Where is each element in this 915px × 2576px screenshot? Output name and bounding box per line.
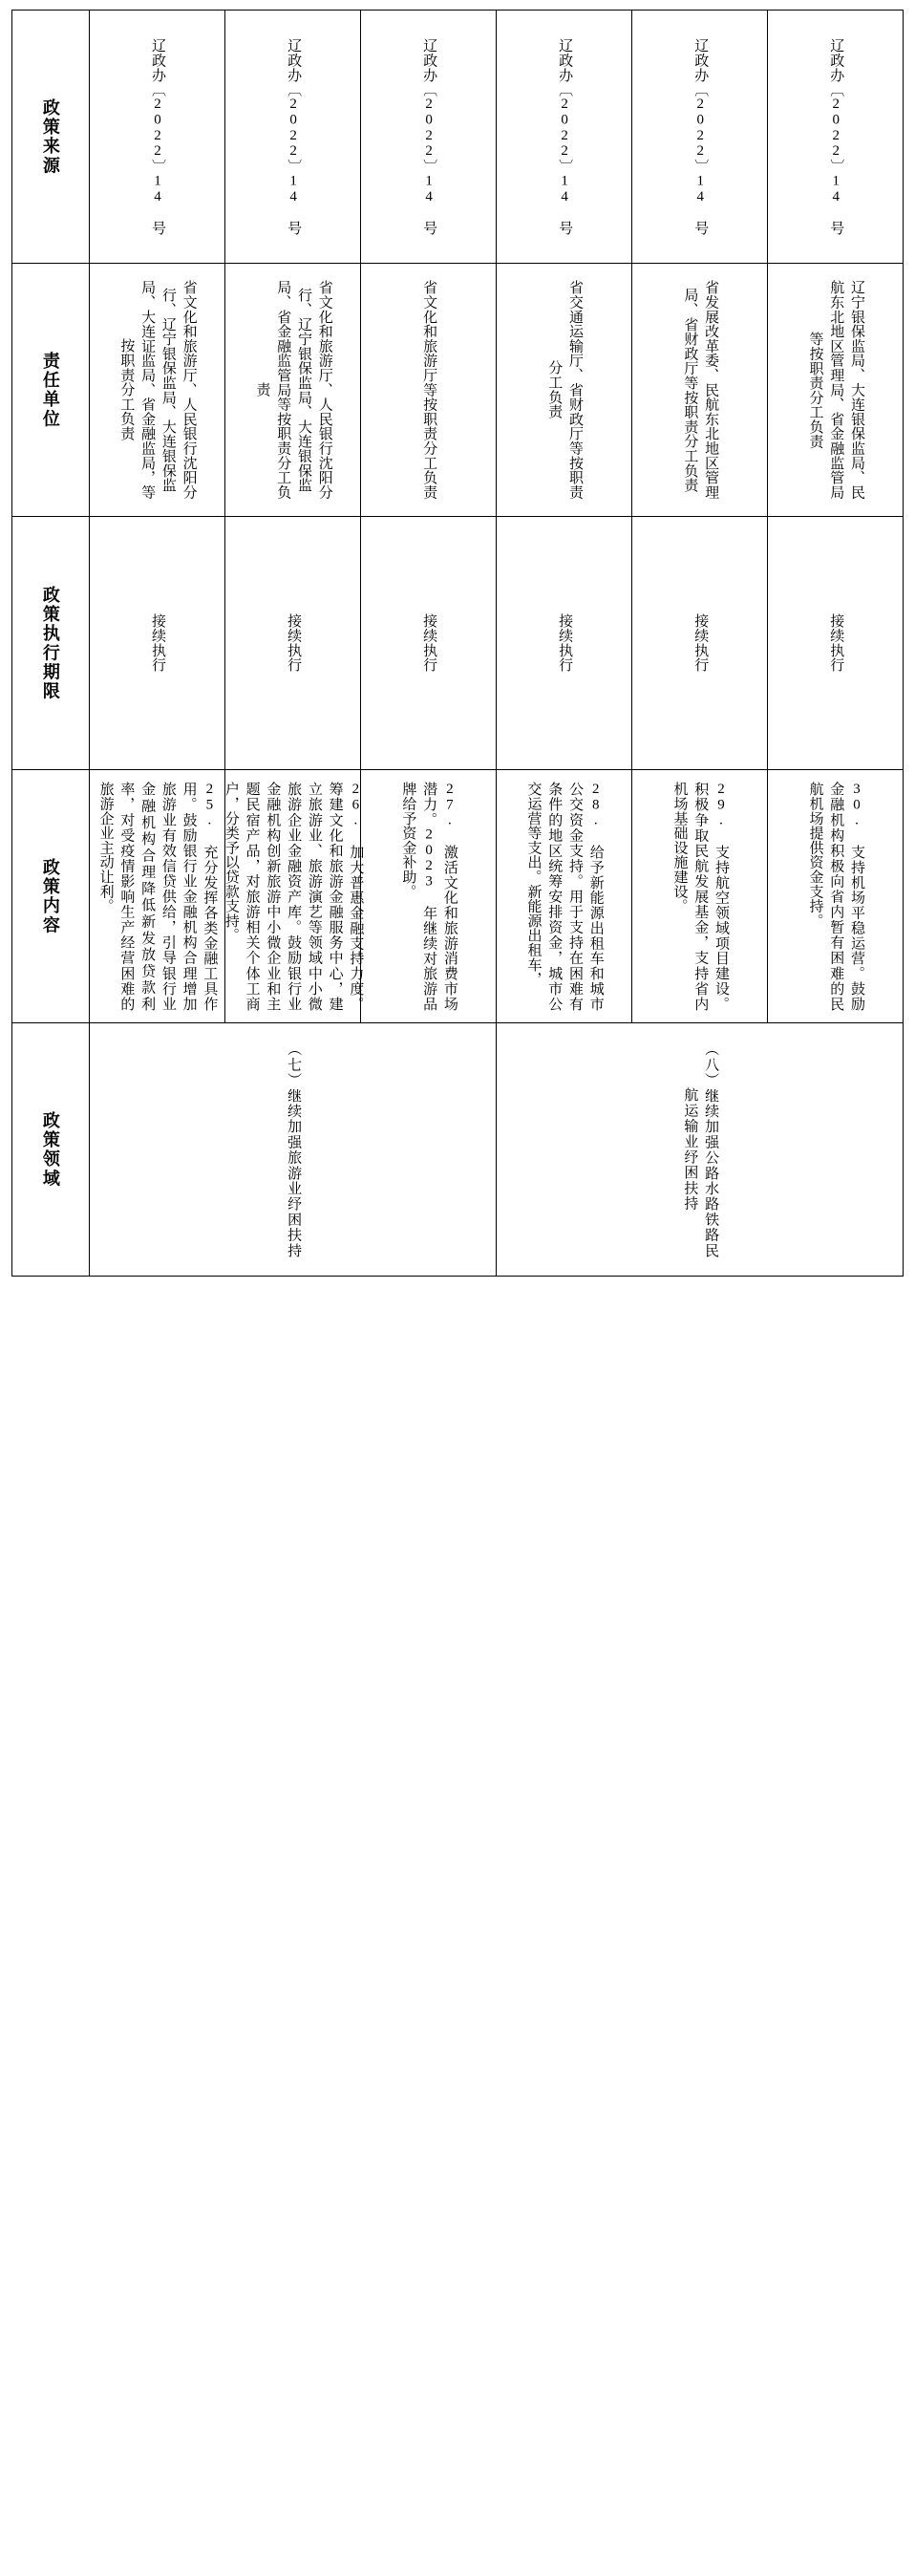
source-text: 辽政办〔2022〕14 号 <box>150 38 166 235</box>
cell-source-2 <box>224 11 360 264</box>
source-text: 辽政办〔2022〕14 号 <box>421 38 437 235</box>
source-text: 辽政办〔2022〕14 号 <box>828 38 844 235</box>
cell-term-3 <box>360 517 496 770</box>
source-text: 辽政办〔2022〕14 号 <box>692 38 709 235</box>
unit-text: 省文化和旅游厅、人民银行沈阳分行、辽宁银保监局、大连银保监局、省金融监管局等按职责分工负责 <box>254 280 332 500</box>
cell-term-4 <box>496 517 631 770</box>
unit-text: 省文化和旅游厅等按职责分工负责 <box>421 280 437 500</box>
header-source <box>12 11 90 264</box>
content-text: 30. 支持机场平稳运营。鼓励金融机构积极向省内暂有困难的民航机场提供资金支持。 <box>807 782 865 1011</box>
table-row <box>12 770 904 1023</box>
term-text: 接续执行 <box>421 613 437 673</box>
cell-unit-4 <box>496 264 631 517</box>
header-term <box>12 517 90 770</box>
cell-source-3 <box>360 11 496 264</box>
content-text: 28. 给予新能源出租车和城市公交资金支持。用于支持在困难有条件的地区统筹安排资金，城市公交运营等支出。新能源出租车， <box>525 782 604 1011</box>
source-text: 辽政办〔2022〕14 号 <box>557 38 573 235</box>
unit-text: 省文化和旅游厅、人民银行沈阳分行、辽宁银保监局、大连银保监局、大连证监局、省金融监局，等按职责分工负责 <box>118 280 197 500</box>
cell-content-5 <box>631 770 767 1023</box>
content-text: 29. 支持航空领域项目建设。积极争取民航发展基金，支持省内机场基础设施建设。 <box>671 782 729 1011</box>
source-text: 辽政办〔2022〕14 号 <box>286 38 302 235</box>
field-text: （八）继续加强公路水路铁路民航运输业纾困扶持 <box>682 1041 719 1258</box>
cell-content-2 <box>223 770 364 1023</box>
table-row <box>12 11 904 264</box>
header-source-label: 政策来源 <box>40 97 60 176</box>
table-row <box>12 264 904 517</box>
cell-unit-2 <box>224 264 360 517</box>
cell-term-1 <box>89 517 224 770</box>
cell-term-2 <box>224 517 360 770</box>
unit-text: 辽宁银保监局、大连银保监局、民航东北地区管理局、省金融监管局等按职责分工负责 <box>807 280 865 500</box>
content-text: 25. 充分发挥各类金融工具作用。鼓励银行业金融机构合理增加旅游业有效信贷供给，引导银行业金融机构合理降低新发放贷款利率，对受疫情影响生产经营困难的旅游企业主动让利。 <box>97 782 218 1011</box>
term-text: 接续执行 <box>828 613 844 673</box>
cell-term-6 <box>767 517 903 770</box>
cell-source-1 <box>89 11 224 264</box>
header-unit <box>12 264 90 517</box>
header-field <box>12 1023 90 1277</box>
cell-field-group-8 <box>496 1023 903 1277</box>
cell-unit-3 <box>360 264 496 517</box>
header-content <box>12 770 90 1023</box>
cell-source-6 <box>767 11 903 264</box>
unit-text: 省交通运输厅、省财政厅等按职责分工负责 <box>546 280 584 500</box>
cell-source-4 <box>496 11 631 264</box>
content-text: 27. 激活文化和旅游消费市场潜力。2023 年继续对旅游品牌给予资金补助。 <box>400 782 458 1011</box>
cell-content-1 <box>89 770 224 1023</box>
cell-content-4 <box>496 770 631 1023</box>
policy-table <box>11 10 904 1277</box>
term-text: 接续执行 <box>150 613 166 673</box>
cell-unit-5 <box>631 264 767 517</box>
cell-term-5 <box>631 517 767 770</box>
table-row <box>12 517 904 770</box>
cell-field-group-7 <box>89 1023 496 1277</box>
cell-unit-1 <box>89 264 224 517</box>
term-text: 接续执行 <box>286 613 302 673</box>
term-text: 接续执行 <box>557 613 573 673</box>
cell-unit-6 <box>767 264 903 517</box>
header-unit-label: 责任单位 <box>40 351 60 429</box>
header-field-label: 政策领域 <box>40 1110 60 1189</box>
cell-source-5 <box>631 11 767 264</box>
field-text: （七）继续加强旅游业纾困扶持 <box>286 1041 302 1258</box>
cell-content-6 <box>767 770 903 1023</box>
header-term-label: 政策执行期限 <box>40 585 60 701</box>
term-text: 接续执行 <box>692 613 709 673</box>
header-content-label: 政策内容 <box>40 857 60 935</box>
content-text: 26. 加大普惠金融支持力度。筹建文化和旅游金融服务中心，建立旅游业、旅游演艺等领域中小微旅游企业金融资产库。鼓励银行业金融机构创新旅游中小微企业和主题民宿产品，对旅游相关个体工商户，分类予以贷款支持。 <box>223 782 364 1011</box>
unit-text: 省发展改革委、民航东北地区管理局、省财政厅等按职责分工负责 <box>682 280 719 500</box>
table-row <box>12 1023 904 1277</box>
cell-content-3 <box>360 770 496 1023</box>
